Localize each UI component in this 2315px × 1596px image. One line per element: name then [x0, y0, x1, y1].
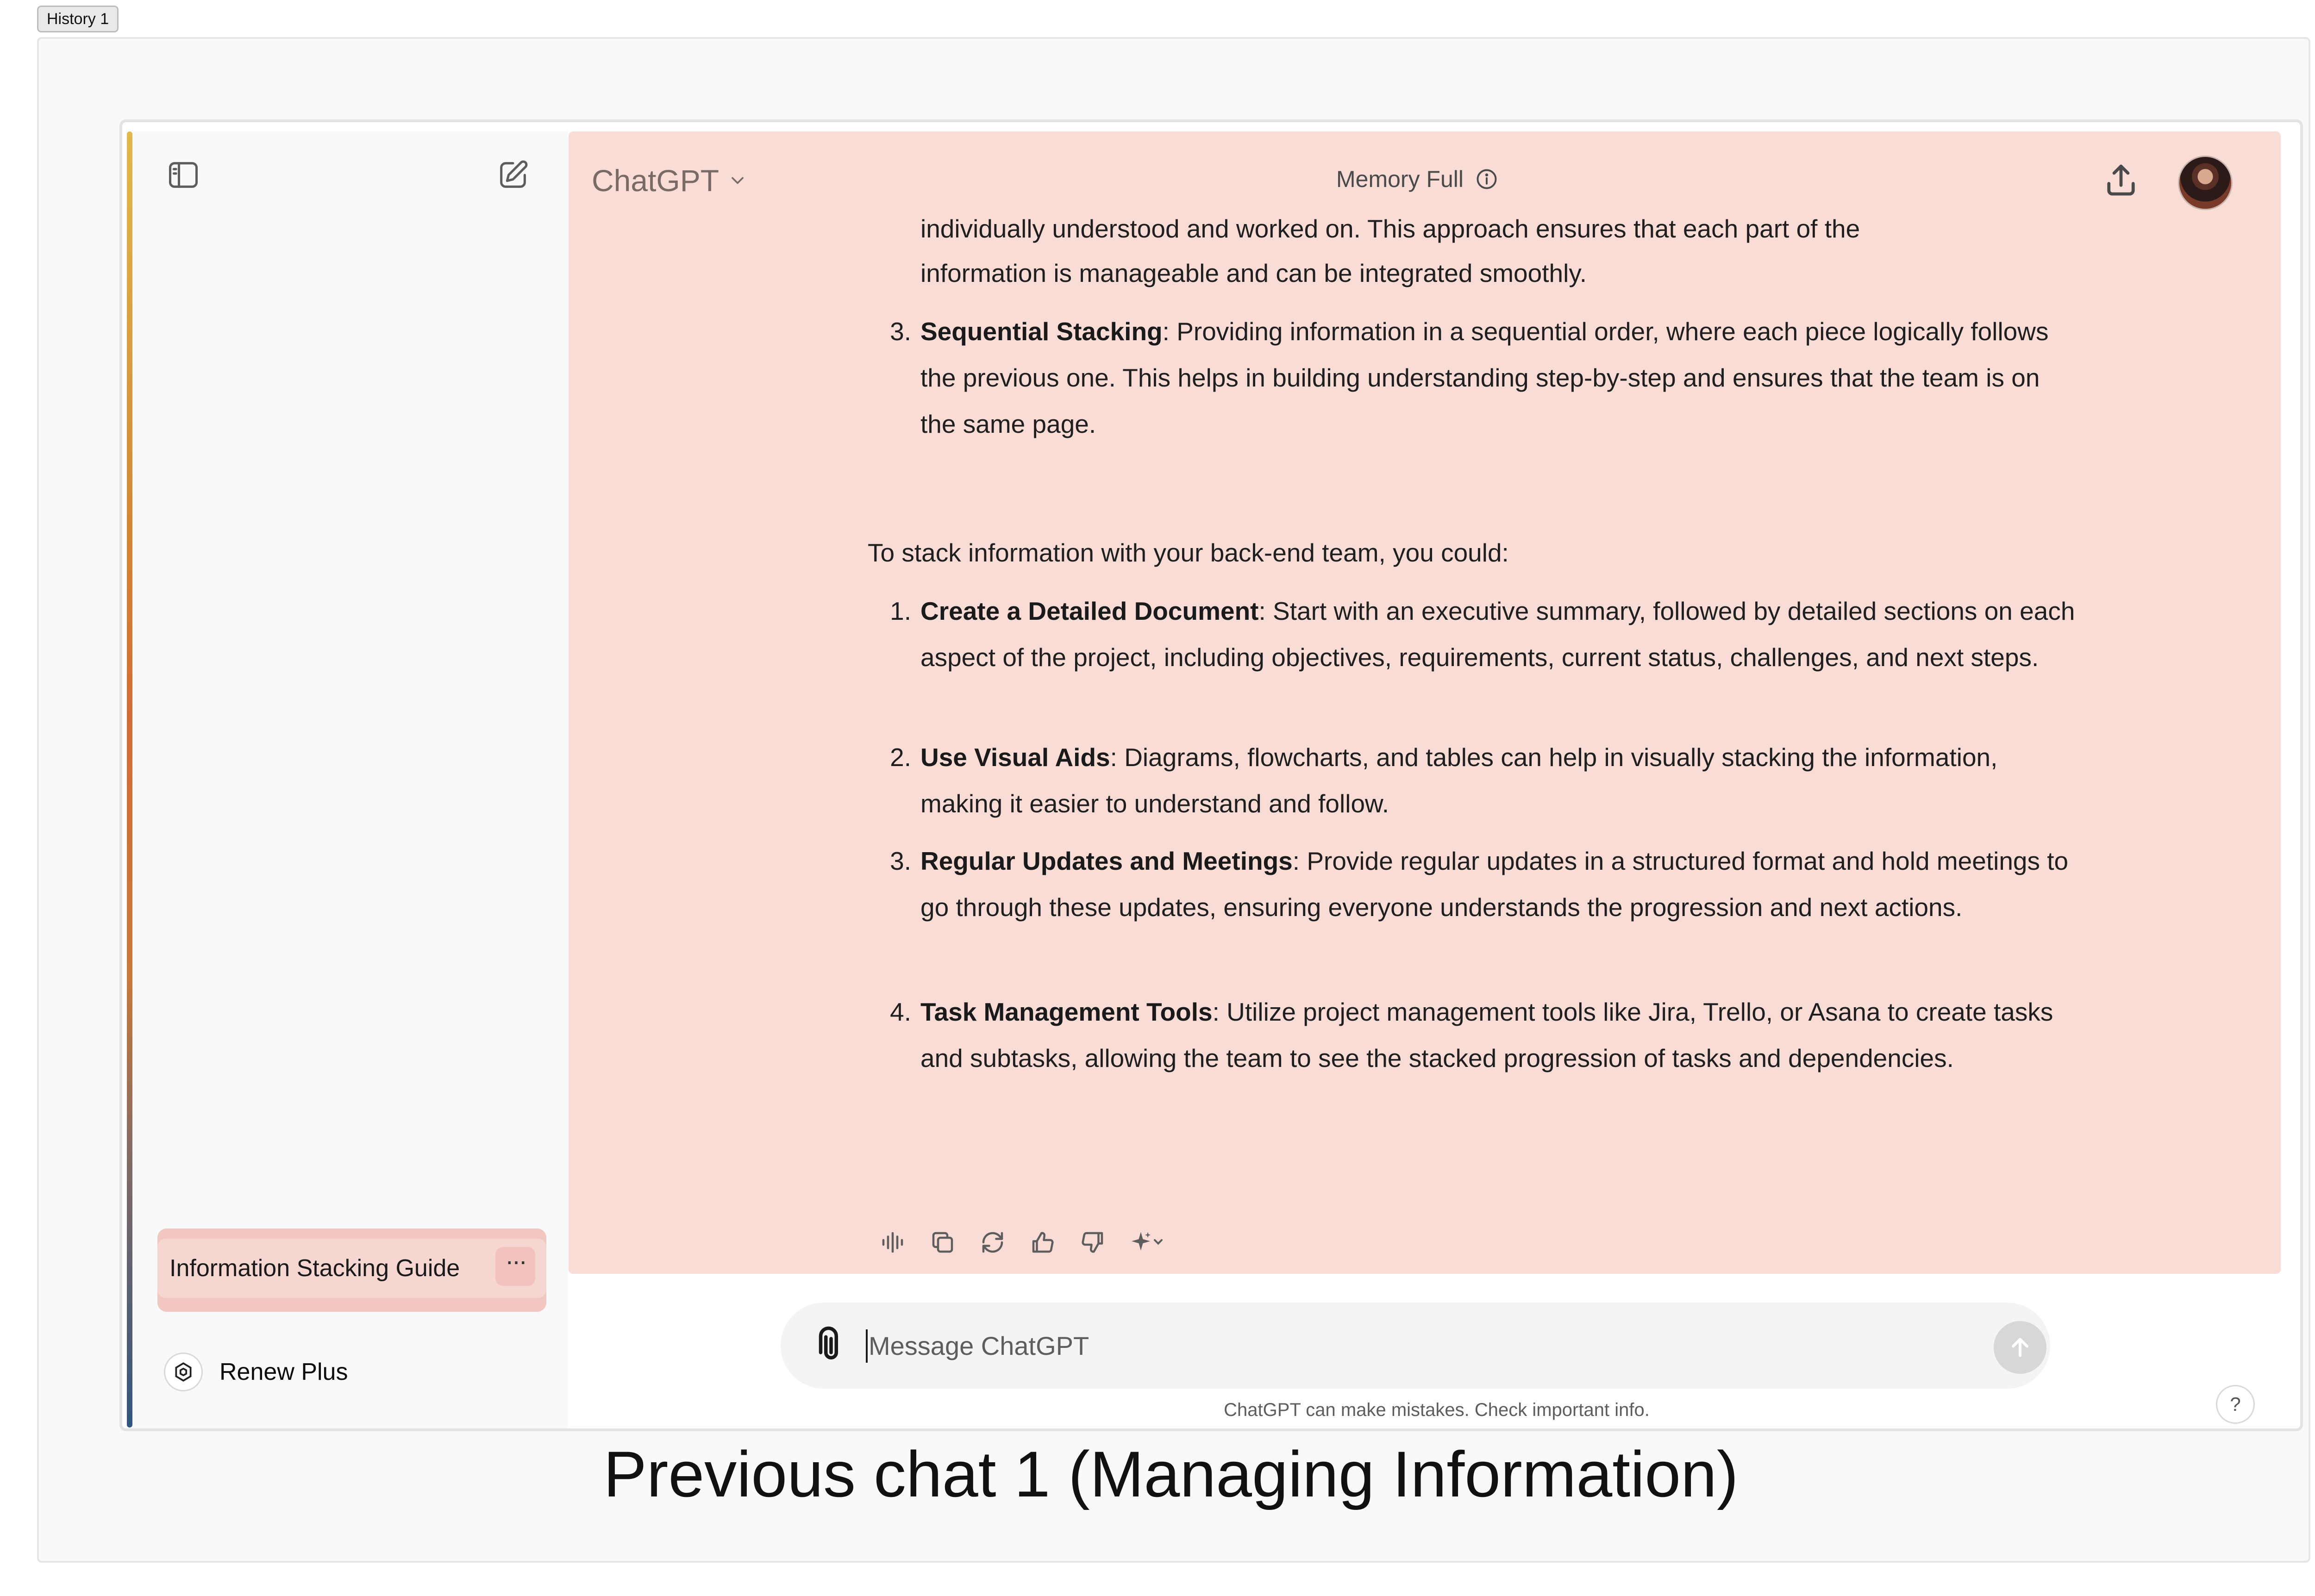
main-panel	[568, 131, 2303, 1431]
renew-plus-button[interactable]	[164, 1353, 348, 1391]
list-term: Task Management Tools	[920, 998, 1213, 1026]
sidebar-toggle-icon[interactable]	[164, 156, 203, 194]
list-number: 3.	[890, 317, 911, 346]
frame-tag: History 1	[37, 6, 119, 32]
message-input[interactable]	[869, 1325, 1933, 1366]
regenerate-icon[interactable]	[968, 1224, 1018, 1261]
paperclip-icon[interactable]	[810, 1325, 852, 1366]
message-lead: To stack information with your back-end team, you could:	[868, 538, 1509, 567]
sparkle-icon[interactable]	[1118, 1224, 1178, 1261]
chat-options-button[interactable]: ···	[495, 1247, 535, 1286]
highlighted-region	[569, 131, 2281, 1274]
list-item	[890, 838, 2078, 930]
avatar[interactable]	[2178, 156, 2233, 210]
new-chat-icon[interactable]	[494, 156, 532, 194]
list-item	[890, 588, 2078, 680]
list-term: Regular Updates and Meetings	[920, 847, 1293, 875]
model-selector[interactable]	[592, 163, 748, 198]
openai-logo-icon	[164, 1353, 203, 1391]
list-item	[890, 734, 2078, 827]
list-number: 4.	[890, 998, 911, 1026]
memory-label: Memory Full	[1336, 166, 1464, 192]
read-aloud-icon[interactable]	[868, 1224, 918, 1261]
text-caret	[866, 1329, 868, 1363]
copy-icon[interactable]	[918, 1224, 968, 1261]
list-text: : Start with an executive summary, followed by detailed sections on each aspect of the project, including objectives, requirements, current status, challenges, and next steps.	[920, 597, 2075, 672]
renew-plus-label: Renew Plus	[219, 1359, 348, 1385]
thumbs-down-icon[interactable]	[1068, 1224, 1118, 1261]
message-line: information is manageable and can be integrated smoothly.	[920, 259, 1587, 287]
frame	[37, 37, 2310, 1563]
list-number: 2.	[890, 743, 911, 772]
disclaimer: ChatGPT can make mistakes. Check important info.	[1224, 1400, 1650, 1420]
chat-item-inner	[157, 1239, 546, 1298]
list-text: : Utilize project management tools like Jira, Trello, or Asana to create tasks and subtasks, allowing the team to see the stacked progression of tasks and dependencies.	[920, 998, 2053, 1072]
list-term: Create a Detailed Document	[920, 597, 1259, 625]
chat-item-information-stacking-guide[interactable]	[157, 1228, 546, 1312]
list-number: 3.	[890, 847, 911, 875]
thumbs-up-icon[interactable]	[1018, 1224, 1068, 1261]
share-icon[interactable]	[2100, 159, 2142, 201]
list-text: : Provide regular updates in a structured format and hold meetings to go through these updates, ensuring everyone understands the progression and next actions.	[920, 847, 2069, 922]
chevron-down-icon	[727, 170, 748, 191]
info-icon	[1475, 167, 1499, 191]
chatgpt-window	[119, 119, 2303, 1431]
list-item	[890, 989, 2078, 1081]
decorative-edge-strip	[127, 131, 132, 1428]
figure-caption: Previous chat 1 (Managing Information)	[603, 1438, 1739, 1510]
help-button[interactable]: ?	[2216, 1385, 2255, 1424]
send-arrow-icon	[2006, 1334, 2034, 1361]
sidebar	[132, 131, 568, 1431]
memory-status[interactable]	[1336, 166, 1499, 193]
message-line: individually understood and worked on. This approach ensures that each part of the	[920, 214, 1860, 243]
list-term: Use Visual Aids	[920, 743, 1110, 772]
list-term: Sequential Stacking	[920, 317, 1163, 346]
model-name: ChatGPT	[592, 163, 720, 198]
send-button[interactable]	[1994, 1321, 2046, 1374]
message-composer	[781, 1303, 2050, 1389]
list-number: 1.	[890, 597, 911, 625]
list-text: : Diagrams, flowcharts, and tables can help in visually stacking the information, making it easier to understand and follow.	[920, 743, 1998, 818]
message-actions	[868, 1224, 1178, 1261]
list-text: : Providing information in a sequential order, where each piece logically follows the previous one. This helps in building understanding step-by-step and ensures that the team is on the same page.	[920, 317, 2049, 438]
chat-item-label: Information Stacking Guide	[169, 1255, 460, 1282]
list-item	[890, 308, 2078, 447]
